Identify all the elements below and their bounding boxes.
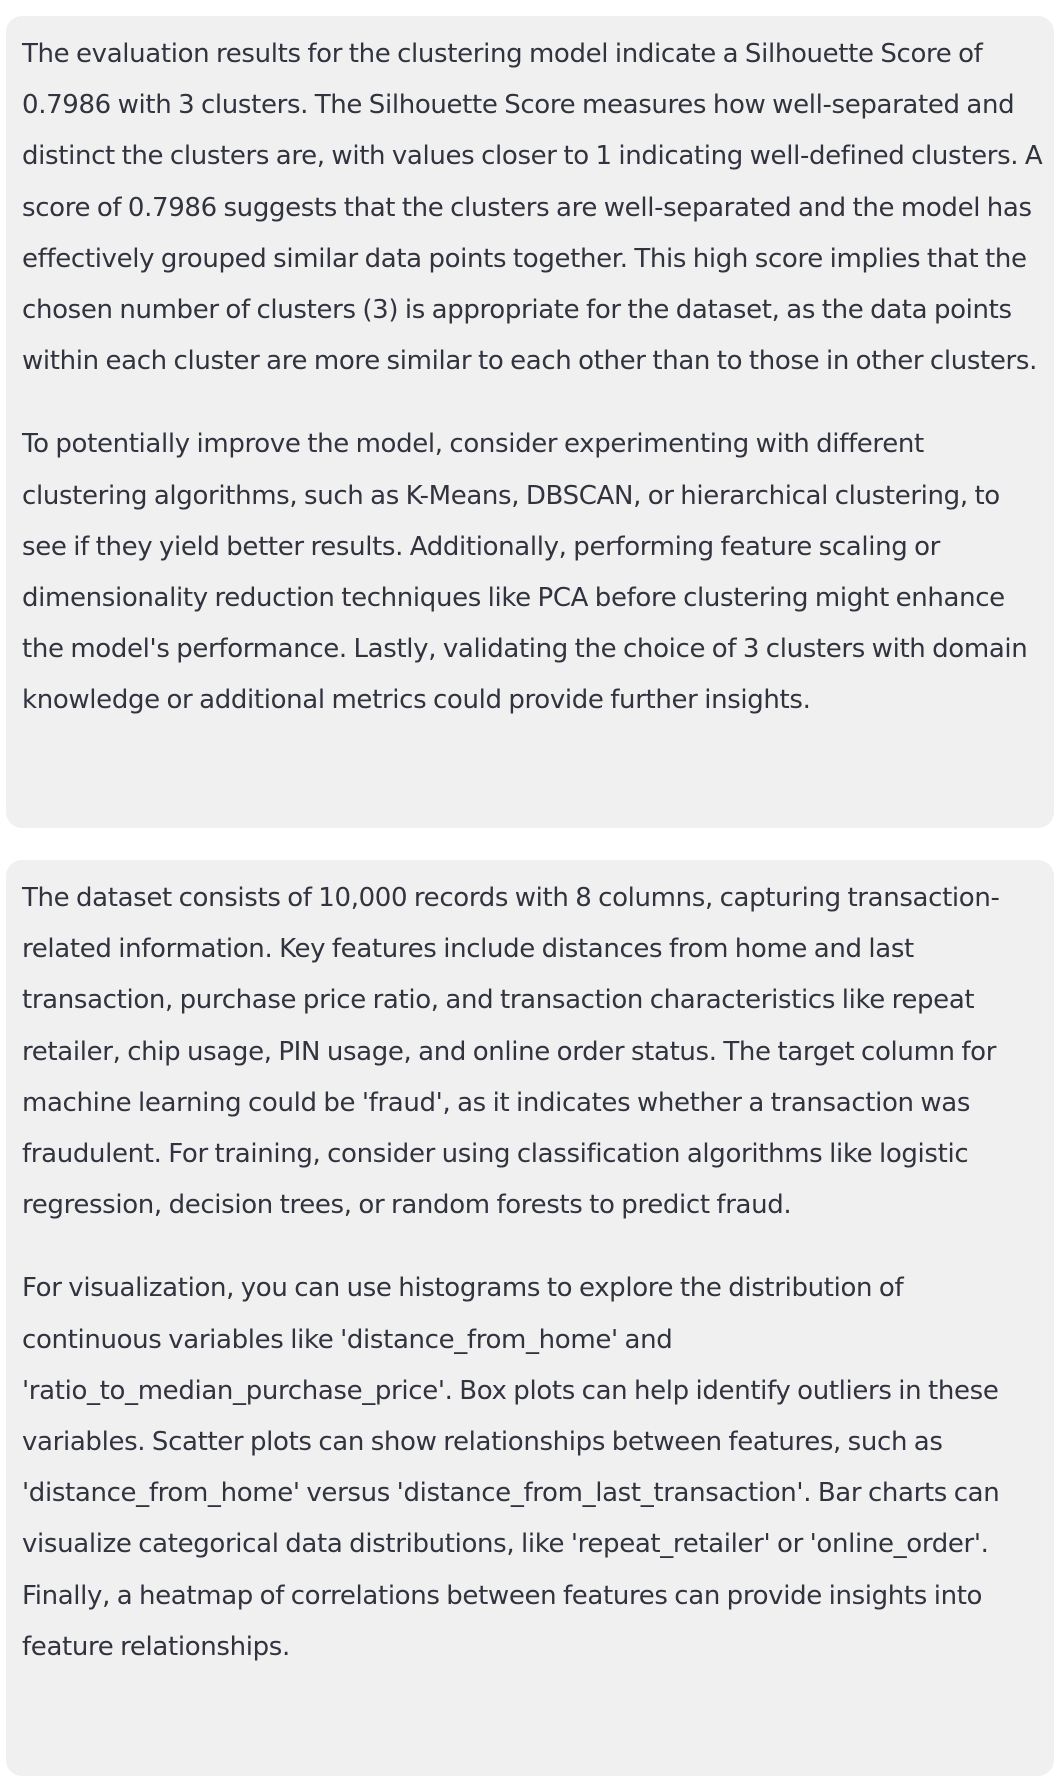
assistant-message-dataset-summary: [6, 860, 1054, 1776]
message-paragraph: The evaluation results for the clustering model indicate a Silhouette Score of 0.7986 with 3 clusters. The Silhouette Score measures how well-separated and distinct the clusters are, with values closer to 1 indicating well-defined clusters. A score of 0.7986 suggests that the clusters are well-separated and the model has effectively grouped similar data points together. This high score implies that the chosen number of clusters (3) is appropriate for the dataset, as the data points within each cluster are more similar to each other than to those in other clusters.: [22, 39, 1043, 377]
message-paragraph: To potentially improve the model, consider experimenting with different clustering algorithms, such as K-Means, DBSCAN, or hierarchical clustering, to see if they yield better results. Additionally, performing feature scaling or dimensionality reduction techniques like PCA before clustering might enhance the model's performance. Lastly, validating the choice of 3 clusters with domain knowledge or additional metrics could provide further insights.: [22, 429, 1028, 716]
assistant-message-evaluation: [6, 16, 1054, 828]
message-paragraph: The dataset consists of 10,000 records with 8 columns, capturing transaction-related information. Key features include distances from home and last transaction, purchase price ratio, and transaction characteristics like repeat retailer, chip usage, PIN usage, and online order status. The target column for machine learning could be 'fraud', as it indicates whether a transaction was fraudulent. For training, consider using classification algorithms like logistic regression, decision trees, or random forests to predict fraud.: [22, 883, 1000, 1221]
message-paragraph: For visualization, you can use histograms to explore the distribution of continuous variables like 'distance_from_home' and 'ratio_to_median_purchase_price'. Box plots can help identify outliers in these variables. Scatter plots can show relationships between features, such as 'distance_from_home' versus 'distance_from_last_transaction'. Bar charts can visualize categorical data distributions, like 'repeat_retailer' or 'online_order'. Finally, a heatmap of correlations between features can provide insights into feature relationships.: [22, 1273, 1000, 1662]
